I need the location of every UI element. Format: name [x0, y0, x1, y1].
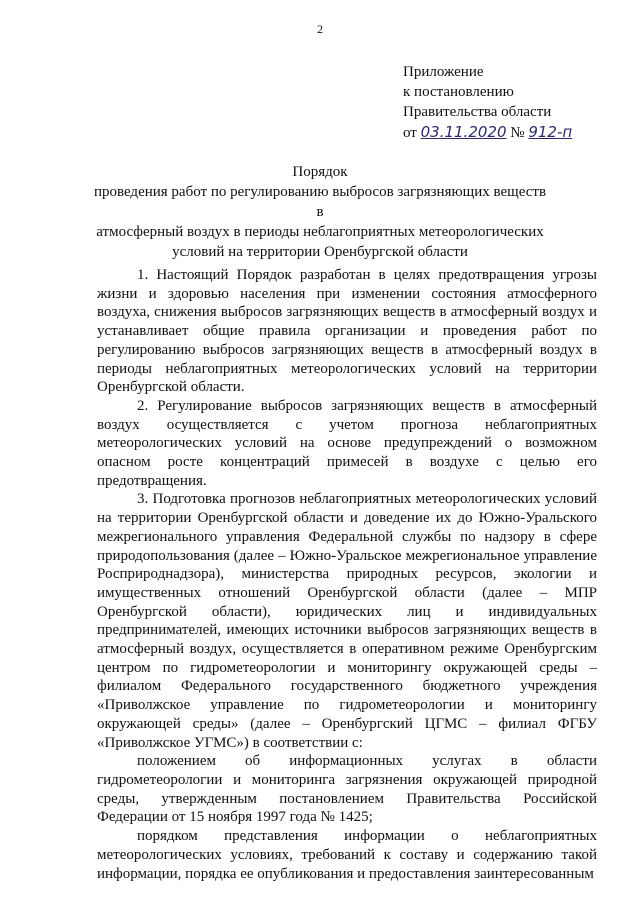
appendix-line-2: к постановлению: [403, 84, 514, 100]
page-number: 2: [317, 22, 323, 36]
document-title: [90, 162, 550, 262]
paragraph-1: 1. Настоящий Порядок разработан в целях предотвращения угрозы жизни и здоровью населения при изменении состояния атмосферного воздуха, снижения выбросов загрязняющих веществ в атмосферный воздух и устанавливает общие правила организации и проведения работ по регулированию выбросов загрязняющих веществ в атмосферный воздух в периоды неблагоприятных метеорологических условий на территории Оренбургской области.: [97, 267, 597, 396]
appendix-line-1: Приложение: [403, 64, 484, 80]
handwritten-number: 912-п: [528, 123, 573, 141]
paragraph-5: порядком представления информации о неблагоприятных метеорологических условиях, требований к составу и содержанию такой информации, порядка ее опубликования и предоставления заинтересованным: [97, 828, 597, 882]
title-line-3: условий на территории Оренбургской области: [172, 244, 468, 260]
title-line-2: атмосферный воздух в периоды неблагоприятных метеорологических: [96, 224, 544, 240]
handwritten-date: 03.11.2020: [420, 123, 507, 141]
date-prefix: от: [403, 125, 417, 141]
document-body: [97, 266, 597, 883]
title-line-1: проведения работ по регулированию выбросов загрязняющих веществ в: [93, 184, 547, 220]
title-heading: Порядок: [292, 164, 348, 180]
paragraph-3: 3. Подготовка прогнозов неблагоприятных метеорологических условий на территории Оренбургской области и доведение их до Южно-Уральского межрегионального управления Федеральной службы по надзору в сфере природопользования (далее – Южно-Уральское межрегиональное управление Росприроднадзора), министерства природных ресурсов, экологии и имущественных отношений Оренбургской области (далее – МПР Оренбургской области), юридических лиц и индивидуальных предпринимателей, имеющих источники выбросов загрязняющих веществ в атмосферный воздух, осуществляется в оперативном режиме Оренбургским центром по гидрометеорологии и мониторингу окружающей среды – филиалом Федерального государственного бюджетного учреждения «Приволжское управление по гидрометеорологии и мониторингу окружающей среды» (далее – Оренбургский ЦГМС – филиал ФГБУ «Приволжское УГМС») в соответствии с:: [97, 491, 597, 751]
paragraph-4: положением об информационных услугах в области гидрометеорологии и мониторинга загрязнения окружающей природной среды, утвержденным постановлением Правительства Российской Федерации от 15 ноября 1997 года № 1425;: [97, 753, 597, 826]
appendix-line-3: Правительства области: [403, 104, 552, 120]
number-prefix: №: [510, 125, 525, 141]
paragraph-2: 2. Регулирование выбросов загрязняющих веществ в атмосферный воздух осуществляется с учетом прогноза неблагоприятных метеорологических условий на основе предупреждений о возможном опасном росте концентраций примесей в воздухе с целью его предотвращения.: [97, 397, 597, 489]
appendix-date-number-line: [403, 122, 572, 143]
appendix-block: [403, 62, 572, 143]
